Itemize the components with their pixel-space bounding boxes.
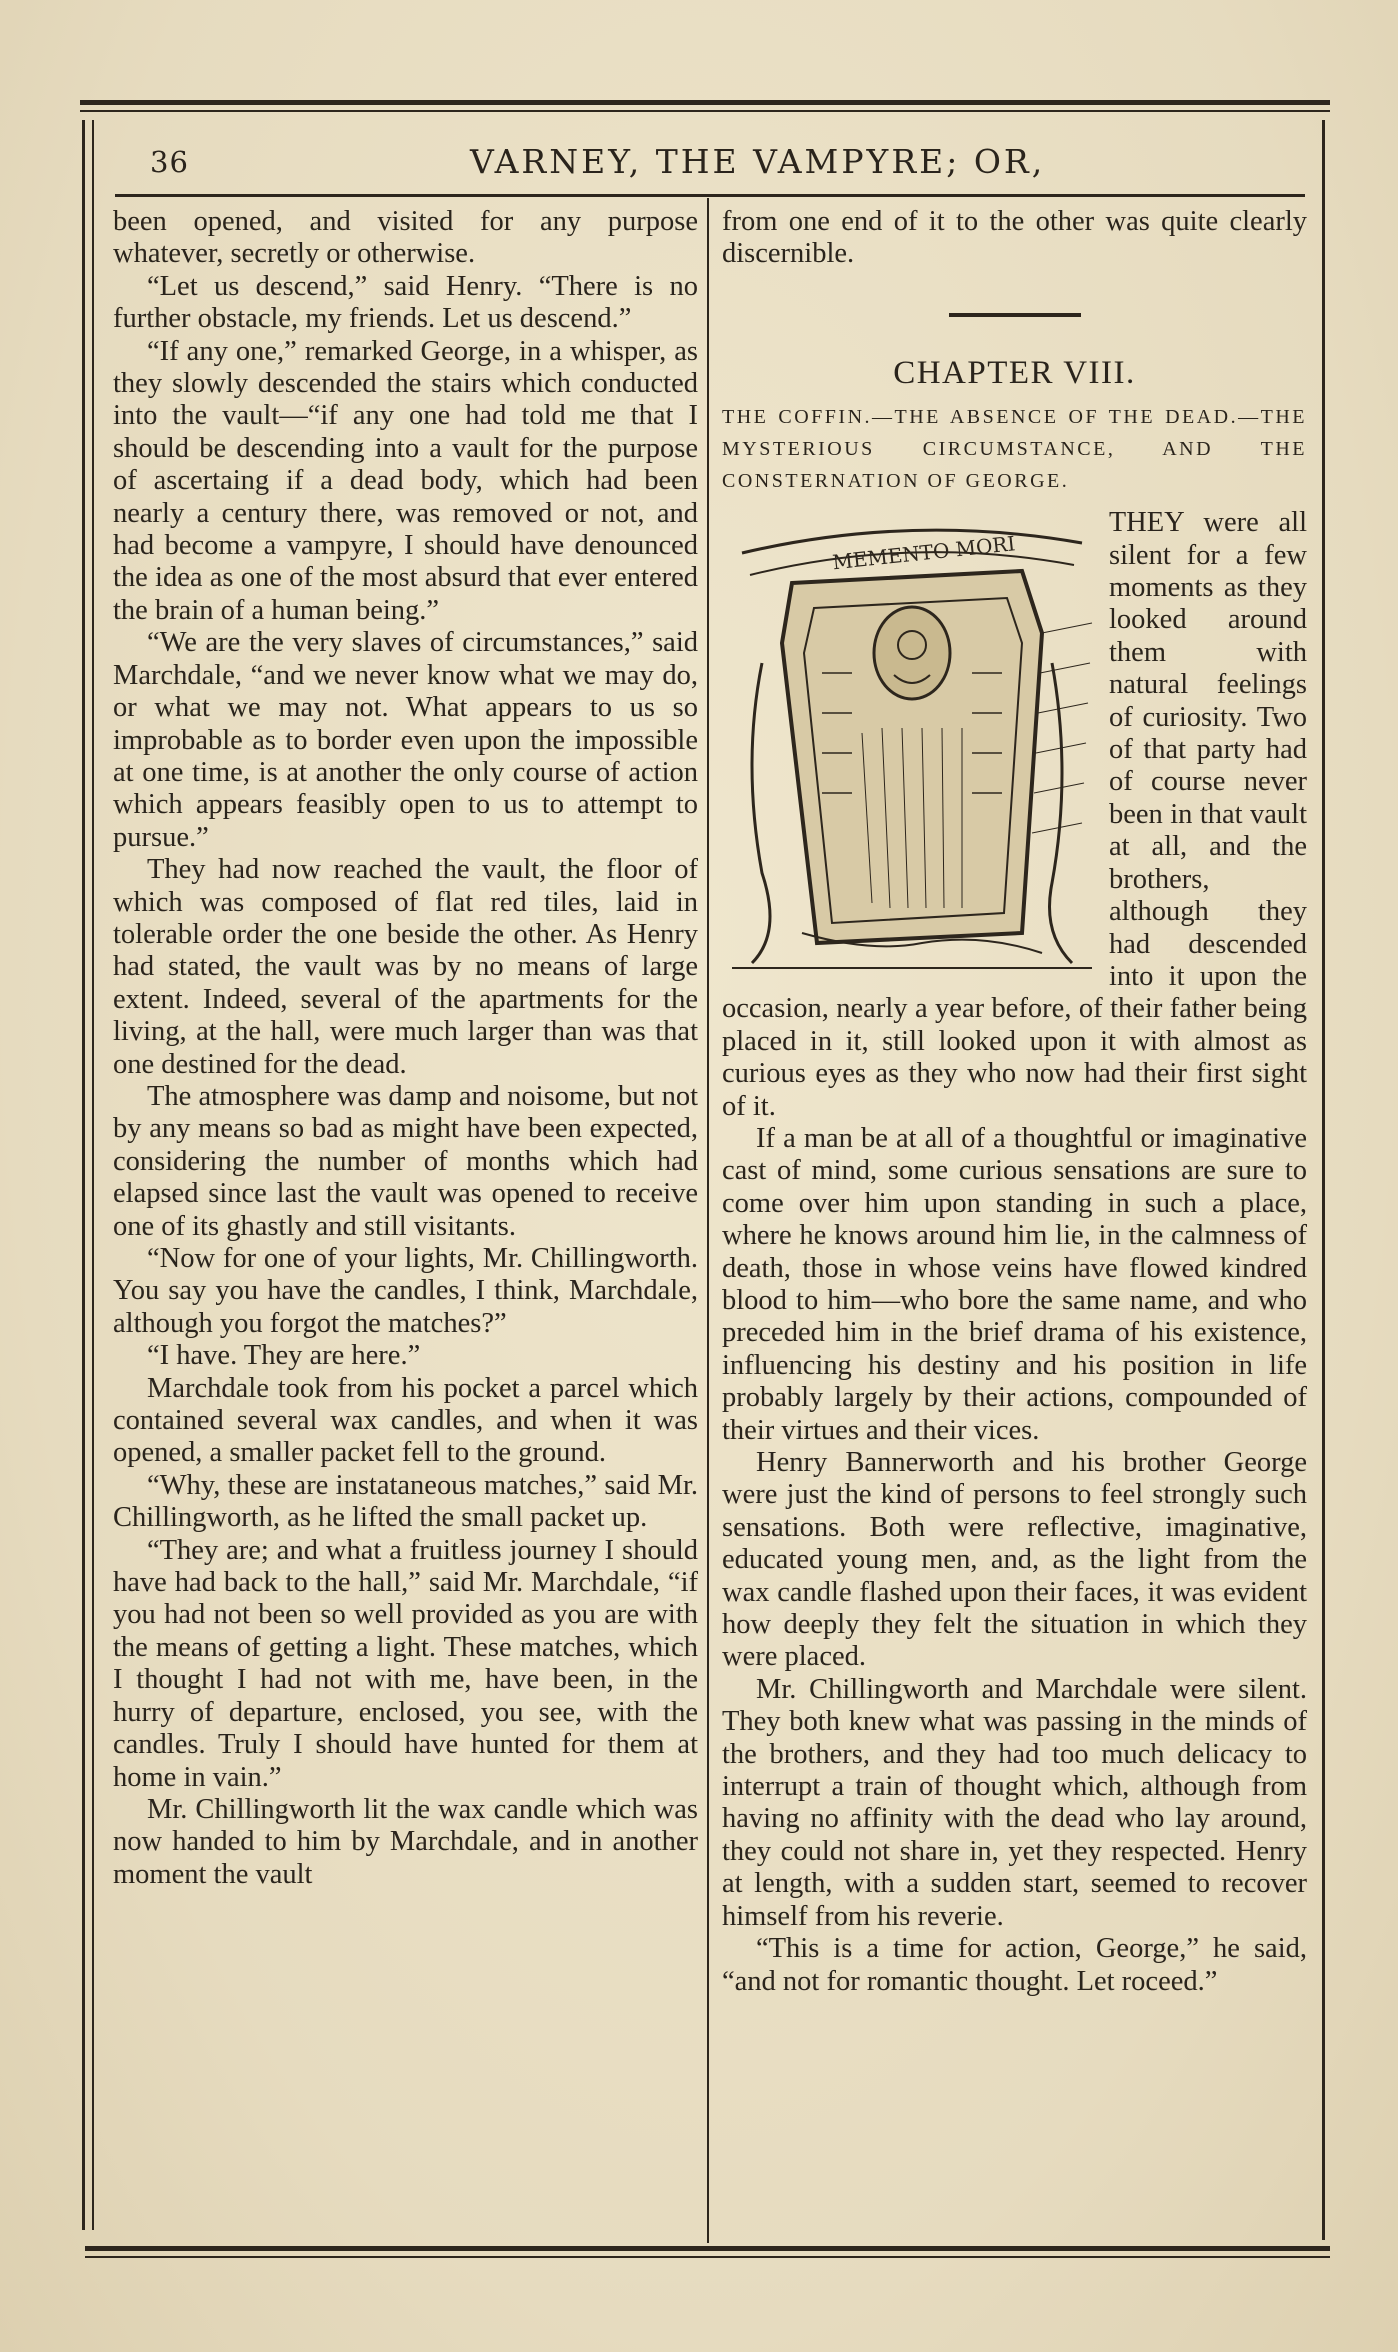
- running-title: VARNEY, THE VAMPYRE; OR,: [470, 142, 1046, 181]
- paragraph: “If any one,” remarked George, in a whisper, as they slowly descended the stairs which conducted into the vault—“if any one had told me that I should be descending into a vault for the purpose of ascertaing if a dead body, which had been nearly a century there, was removed or not, and had become a vampyre, I should have denounced the idea as one of the most absurd that ever entered the brain of a human being.”: [113, 335, 698, 626]
- section-divider: [949, 313, 1081, 317]
- coffin-illustration: [722, 513, 1097, 973]
- paragraph: “I have. They are here.”: [147, 1340, 421, 1372]
- paragraph: They had now reached the vault, the floor of which was composed of flat red tiles, laid in tolerable order the one beside the other. As Henry had stated, the vault was by no means of large extent. Indeed, several of the apartments for the living, at the hall, were much larger than was that one destined for the dead.: [113, 854, 698, 1080]
- paragraph: Mr. Chillingworth lit the wax candle which was now handed to him by Marchdale, and in another moment the vault: [113, 1793, 698, 1890]
- paragraph: “We are the very slaves of circumstances,” said Marchdale, “and we never know what we may do, or what we may not. What appears to us so improbable as to border even upon the impossible at one time, is at another the only course of action which appears feasibly open to us to attempt to pursue.”: [113, 627, 698, 853]
- top-rule-thick: [80, 100, 1330, 105]
- page-number: 36: [150, 145, 189, 179]
- paragraph: from one end of it to the other was quite clearly discernible.: [722, 206, 1307, 270]
- bottom-rule-thick: [85, 2246, 1330, 2251]
- right-border-line: [1322, 120, 1325, 2240]
- right-column: [722, 206, 1307, 1998]
- left-border-line-inner: [92, 120, 94, 2230]
- illustration-banner-text: MEMENTO MORI: [831, 531, 1017, 575]
- paragraph: Henry Bannerworth and his brother George were just the kind of persons to feel strongly such sensations. Both were reflective, imaginative, educated young men, and, as the light from the wax candle flashed upon their faces, it was evident how deeply they felt the situation in which they were placed.: [722, 1447, 1307, 1673]
- drop-cap: T: [1109, 507, 1127, 539]
- opening-text: HEY were all silent for a few moments as they looked around them with natural feelings of curiosity. Two of that party had of course never been in that vault at all, and the brothers, although they had descended into it upon the occasion, nearly a year before, of their father being placed in it, still looked upon it with almost as curious eyes as they who now had their first sight of it.: [722, 507, 1307, 1122]
- chapter-title: CHAPTER VIII.: [893, 354, 1136, 391]
- coffin-engraving: [722, 513, 1097, 973]
- bottom-rule-thin: [85, 2256, 1330, 2258]
- chapter-summary: THE COFFIN.—THE ABSENCE OF THE DEAD.—THE MYSTERIOUS CIRCUMSTANCE, AND THE CONSTERNATION OF GEORGE.: [722, 406, 1307, 493]
- paragraph: Mr. Chillingworth and Marchdale were silent. They both knew what was passing in the minds of the brothers, and they had too much delicacy to interrupt a train of thought which, although from having no affinity with the dead who lay around, they could not share in, yet they respected. Henry at length, with a sudden start, seemed to recover himself from his reverie.: [722, 1673, 1307, 1932]
- paragraph: “Let us descend,” said Henry. “There is no further obstacle, my friends. Let us descend.”: [113, 270, 698, 335]
- paragraph: “This is a time for action, George,” he said, “and not for romantic thought. Let roceed.”: [722, 1933, 1307, 1997]
- left-column: [113, 206, 698, 1891]
- left-border-line: [82, 120, 85, 2230]
- header-rule: [115, 194, 1305, 197]
- column-divider: [707, 198, 709, 2243]
- paragraph: “They are; and what a fruitless journey I should have had back to the hall,” said Mr. Marchdale, “if you had not been so well provided as you are with the means of getting a light. These matches, which I thought I had not with me, have been, in the hurry of departure, enclosed, you see, with the candles. Truly I should have hunted for them at home in vain.”: [113, 1534, 698, 1793]
- page-header: [0, 130, 1398, 190]
- top-rule-thin: [80, 110, 1330, 112]
- paragraph: “Now for one of your lights, Mr. Chillingworth. You say you have the candles, I think, Marchdale, although you forgot the matches?”: [113, 1243, 698, 1339]
- paragraph: The atmosphere was damp and noisome, but not by any means so bad as might have been expected, considering the number of months which had elapsed since last the vault was opened to receive one of its ghastly and still visitants.: [113, 1080, 698, 1242]
- paragraph: “Why, these are instataneous matches,” said Mr. Chillingworth, as he lifted the small packet up.: [113, 1469, 698, 1534]
- paragraph: been opened, and visited for any purpose whatever, secretly or otherwise.: [113, 206, 698, 270]
- paragraph: Marchdale took from his pocket a parcel which contained several wax candles, and when it was opened, a smaller packet fell to the ground.: [113, 1372, 698, 1469]
- paragraph: If a man be at all of a thoughtful or imaginative cast of mind, some curious sensations are sure to come over him upon standing in such a place, where he knows around him lie, in the calmness of death, those in whose veins have flowed kindred blood to him—who bore the same name, and who preceded him in the brief drama of his existence, influencing his destiny and his position in life probably largely by their actions, compounded of their virtues and their vices.: [722, 1122, 1307, 1446]
